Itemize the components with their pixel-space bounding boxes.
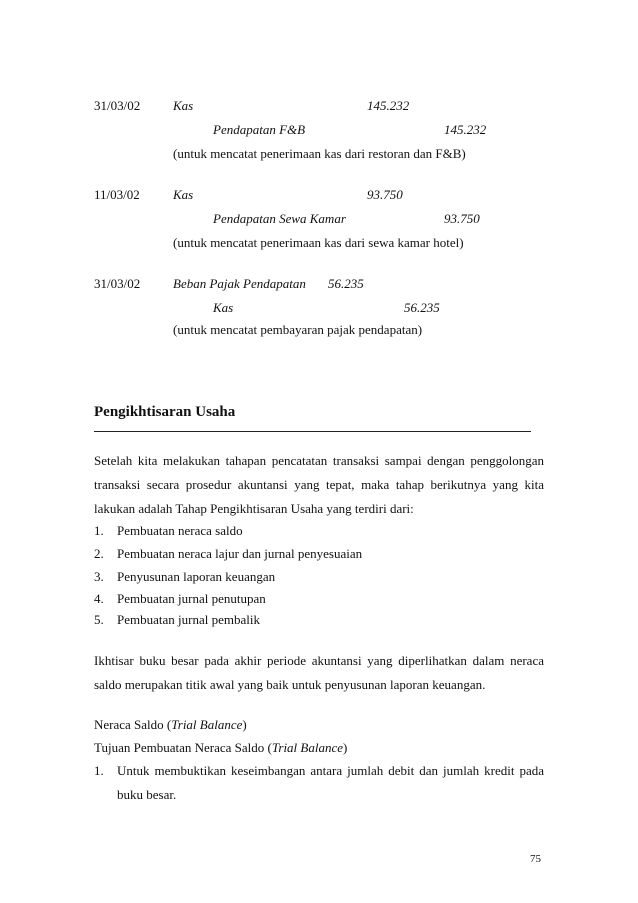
entry-date: 31/03/02 xyxy=(94,98,141,113)
list-item: Untuk membuktikan keseimbangan antara jumlah debit dan jumlah kredit pada xyxy=(117,763,544,778)
list-number: 1. xyxy=(94,763,104,778)
entry-note: (untuk mencatat penerimaan kas dari restoran dan F&B) xyxy=(173,146,466,161)
list-number: 3. xyxy=(94,569,104,584)
intro-line: lakukan adalah Tahap Pengikhtisaran Usaha yang terdiri dari: xyxy=(94,501,414,516)
debit-amount: 93.750 xyxy=(367,187,403,202)
credit-amount: 145.232 xyxy=(444,122,487,137)
page-number: 75 xyxy=(530,853,541,865)
list-number: 5. xyxy=(94,612,104,627)
list-item: Pembuatan neraca saldo xyxy=(117,523,243,538)
list-number: 4. xyxy=(94,591,104,606)
debit-amount: 56.235 xyxy=(328,276,364,291)
debit-account: Kas xyxy=(173,98,194,113)
debit-account: Beban Pajak Pendapatan xyxy=(173,276,306,291)
intro-line: transaksi secara prosedur akuntansi yang tepat, maka tahap berikutnya yang kita xyxy=(94,477,544,492)
trial-balance-purpose-title: Tujuan Pembuatan Neraca Saldo (Trial Balance) xyxy=(94,740,348,755)
paragraph-line: Ikhtisar buku besar pada akhir periode akuntansi yang diperlihatkan dalam neraca xyxy=(94,653,544,668)
credit-account: Pendapatan Sewa Kamar xyxy=(213,211,346,226)
list-number: 1. xyxy=(94,523,104,538)
credit-account: Pendapatan F&B xyxy=(213,122,306,137)
list-item: Pembuatan jurnal pembalik xyxy=(117,612,260,627)
credit-amount: 56.235 xyxy=(404,300,440,315)
debit-account: Kas xyxy=(173,187,194,202)
list-item: Pembuatan jurnal penutupan xyxy=(117,591,266,606)
section-heading: Pengikhtisaran Usaha xyxy=(94,404,236,420)
paragraph-line: saldo merupakan titik awal yang baik untuk penyusunan laporan keuangan. xyxy=(94,677,486,692)
list-item: Pembuatan neraca lajur dan jurnal penyesuaian xyxy=(117,546,363,561)
credit-amount: 93.750 xyxy=(444,211,480,226)
entry-note: (untuk mencatat pembayaran pajak pendapatan) xyxy=(173,322,423,337)
debit-amount: 145.232 xyxy=(367,98,410,113)
list-item-continuation: buku besar. xyxy=(117,787,177,802)
list-number: 2. xyxy=(94,546,104,561)
credit-account: Kas xyxy=(213,300,234,315)
trial-balance-title: Neraca Saldo (Trial Balance) xyxy=(94,717,247,732)
entry-date: 31/03/02 xyxy=(94,276,141,291)
entry-date: 11/03/02 xyxy=(94,187,140,202)
heading-rule xyxy=(94,431,531,432)
entry-note: (untuk mencatat penerimaan kas dari sewa kamar hotel) xyxy=(173,235,464,250)
list-item: Penyusunan laporan keuangan xyxy=(117,569,276,584)
intro-line: Setelah kita melakukan tahapan pencatatan transaksi sampai dengan penggolongan xyxy=(94,453,544,468)
